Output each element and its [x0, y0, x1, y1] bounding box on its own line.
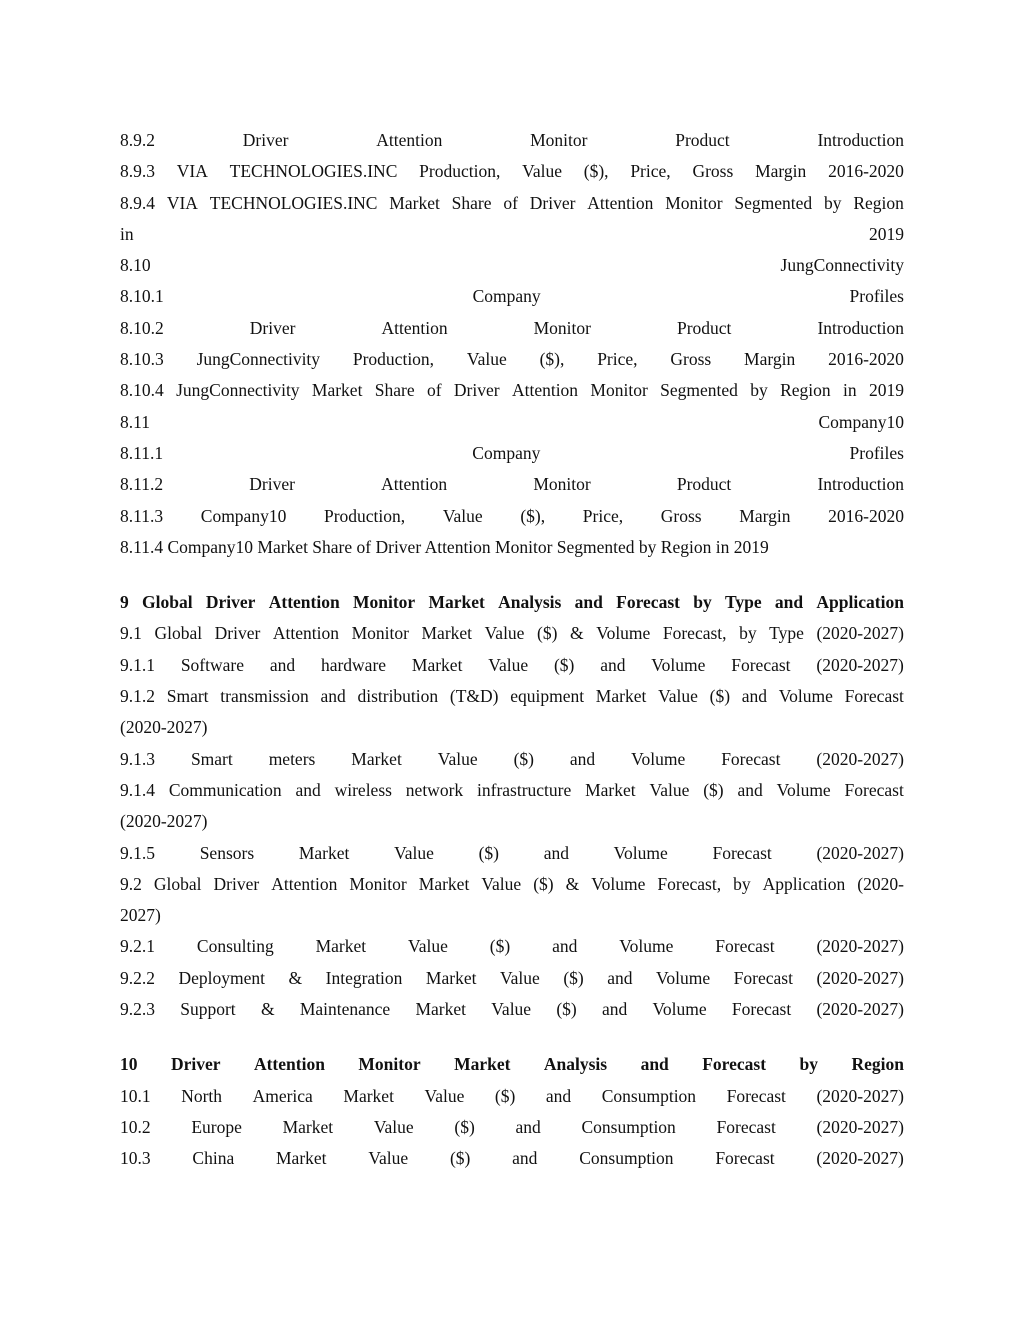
word: Product	[676, 474, 732, 495]
word: 9.1.1	[120, 654, 155, 675]
word: and	[552, 936, 578, 957]
word: 2019	[869, 223, 904, 244]
word: and	[737, 779, 763, 800]
word: hardware	[320, 654, 387, 675]
word: 8.10.2	[120, 317, 164, 338]
word: Profiles	[849, 286, 904, 307]
word: 8.9.3	[120, 161, 155, 182]
word: Monitor	[665, 192, 723, 213]
word: Attention	[511, 380, 579, 401]
word: Forecast,	[662, 623, 727, 644]
word: Application	[816, 592, 904, 613]
word: ($)	[533, 873, 554, 894]
word: 2016-2020	[828, 349, 904, 370]
word: and	[569, 748, 596, 769]
toc-entry-8-11-4: 8.11.4 Company10 Market Share of Driver Attention Monitor Segmented by Region in 2019	[120, 536, 769, 557]
word: Production,	[352, 349, 435, 370]
word: 10.3	[120, 1148, 151, 1169]
word: Monitor	[351, 623, 409, 644]
word: and	[320, 686, 346, 707]
word: Gross	[692, 161, 734, 182]
word: Software	[180, 654, 245, 675]
word: Value	[499, 967, 540, 988]
word: Segmented	[660, 380, 738, 401]
word: Gross	[660, 505, 702, 526]
toc-entry-9-1-2	[120, 681, 904, 712]
toc-entry-8-11-1	[120, 438, 904, 469]
toc-entry-8-11	[120, 407, 904, 438]
word: (2020-2027)	[816, 999, 904, 1020]
word: Attention	[272, 623, 339, 644]
word: and	[602, 999, 628, 1020]
word: Company10	[200, 505, 287, 526]
word: Value	[424, 1085, 465, 1106]
word: ($)	[454, 1116, 475, 1137]
toc-entry-9-2	[120, 869, 904, 900]
word: Volume	[652, 999, 707, 1020]
word: in	[842, 380, 857, 401]
word: Driver	[242, 130, 289, 150]
word: Volume	[776, 779, 831, 800]
word: JungConnectivity	[196, 349, 321, 370]
word: Type	[725, 592, 762, 613]
word: &	[260, 999, 275, 1020]
word: and	[607, 967, 633, 988]
word: Gross	[670, 349, 712, 370]
word: by	[733, 873, 751, 894]
word: Driver	[529, 192, 576, 213]
word: by	[739, 623, 757, 644]
word: Forecast	[726, 1085, 786, 1106]
word: 9.1.4	[120, 779, 155, 800]
word: and	[545, 1085, 572, 1106]
word: Market	[315, 936, 367, 957]
word: Value	[408, 936, 448, 957]
word: Volume	[651, 654, 706, 675]
word: 9.1.2	[120, 686, 155, 707]
word: (2020-2027)	[816, 1085, 904, 1106]
toc-entry-9-1-1	[120, 650, 904, 681]
word: Driver	[214, 623, 261, 644]
toc-entry-8-9-2	[120, 125, 904, 156]
word: Introduction	[817, 130, 904, 150]
word: and	[512, 1148, 538, 1169]
word: (2020-	[857, 873, 904, 894]
word: Production,	[323, 505, 406, 526]
word: Attention	[381, 317, 448, 338]
word: Market	[421, 623, 473, 644]
word: Value	[491, 999, 532, 1020]
word: VIA	[176, 161, 208, 182]
word: Consulting	[196, 936, 274, 957]
word: Value	[466, 349, 507, 370]
word: Sensors	[199, 842, 255, 863]
toc-entry-8-10-4	[120, 375, 904, 406]
word: Market	[418, 873, 470, 894]
word: Forecast	[844, 686, 904, 707]
word: Forecast	[712, 842, 772, 863]
word: 8.11.3	[120, 505, 164, 526]
word: Market	[428, 592, 485, 613]
word: and	[269, 654, 296, 675]
toc-entry-8-10	[120, 250, 904, 281]
word: Consumption	[581, 1116, 676, 1137]
word: Forecast	[721, 748, 781, 769]
word: ($)	[478, 842, 500, 863]
word: Forecast	[715, 936, 775, 957]
word: Segmented	[734, 192, 813, 213]
word: Driver	[453, 380, 500, 401]
word: Margin	[739, 505, 791, 526]
word: 2019	[868, 380, 904, 401]
word: 9.2.2	[120, 967, 155, 988]
word: Value	[522, 161, 562, 182]
word: and	[574, 592, 603, 613]
word: Volume	[631, 748, 686, 769]
word: (2020-2027)	[816, 748, 904, 769]
word: of	[427, 380, 442, 401]
word: Forecast	[616, 592, 680, 613]
word: Value	[649, 779, 690, 800]
toc-entry-9-1-2-cont: (2020-2027)	[120, 717, 208, 738]
word: 8.11.1	[120, 442, 164, 463]
toc-entry-9-1-5	[120, 838, 904, 869]
word: 8.9.4	[120, 192, 155, 213]
word: network	[405, 779, 464, 800]
word: Deployment	[178, 967, 266, 988]
word: Volume	[778, 686, 833, 707]
word: &	[570, 623, 584, 644]
word: Forecast	[733, 967, 793, 988]
document-page	[120, 125, 904, 1175]
word: Product	[675, 130, 730, 150]
word: 2016-2020	[828, 505, 904, 526]
word: ($)	[489, 936, 511, 957]
word: Price,	[630, 161, 671, 182]
word: ($),	[539, 349, 565, 370]
word: equipment	[510, 686, 585, 707]
word: Monitor	[590, 380, 648, 401]
word: Global	[142, 592, 193, 613]
word: Value	[484, 623, 525, 644]
word: Market	[585, 779, 636, 800]
word: Market	[415, 999, 466, 1020]
word: Market	[276, 1148, 327, 1169]
word: (2020-2027)	[816, 967, 904, 988]
word: 9.1.5	[120, 842, 155, 863]
word: and	[295, 779, 321, 800]
toc-entry-8-9-3	[120, 156, 904, 187]
word: by	[750, 380, 768, 401]
word: &	[288, 967, 303, 988]
toc-entry-9-2-1	[120, 931, 904, 962]
word: Analysis	[498, 592, 562, 613]
word: Market	[425, 967, 477, 988]
word: TECHNOLOGIES.INC	[209, 192, 378, 213]
toc-entry-8-10-1	[120, 281, 904, 312]
toc-entry-9-2-3	[120, 994, 904, 1025]
toc-entry-10-1	[120, 1081, 904, 1112]
word: 8.10.3	[120, 349, 164, 370]
word: Consumption	[601, 1085, 697, 1106]
word: Smart	[166, 686, 209, 707]
word: Price,	[597, 349, 638, 370]
word: Market	[282, 1116, 334, 1137]
word: Production,	[419, 161, 501, 182]
word: Driver	[213, 873, 260, 894]
word: Forecast	[715, 1148, 775, 1169]
word: ($)	[709, 686, 731, 707]
word: Forecast	[731, 654, 791, 675]
word: Monitor	[533, 474, 591, 495]
word: ($)	[449, 1148, 471, 1169]
word: and	[543, 842, 569, 863]
word: Forecast	[731, 999, 792, 1020]
word: Introduction	[817, 317, 904, 338]
word: 9.2.3	[120, 999, 155, 1020]
word: Market	[389, 192, 440, 213]
word: Consumption	[579, 1148, 674, 1169]
word: infrastructure	[477, 779, 572, 800]
word: North	[181, 1085, 223, 1106]
word: Monitor	[533, 317, 591, 338]
word: Market	[311, 380, 363, 401]
word: Attention	[268, 592, 340, 613]
word: and	[640, 1054, 669, 1075]
toc-entry-9-2-cont: 2027)	[120, 905, 161, 926]
toc-entry-10-3	[120, 1143, 904, 1174]
word: Maintenance	[299, 999, 391, 1020]
word: Global	[153, 873, 202, 894]
word: (2020-2027)	[816, 936, 904, 957]
word: America	[252, 1085, 313, 1106]
word: by	[693, 592, 712, 613]
word: Attention	[376, 130, 443, 150]
word: Smart	[190, 748, 233, 769]
toc-entry-9-1-4-cont: (2020-2027)	[120, 811, 208, 832]
word: 8.9.2	[120, 130, 155, 150]
word: and	[741, 686, 768, 707]
word: Driver	[205, 592, 256, 613]
word: ($)	[556, 999, 577, 1020]
word: Value	[481, 873, 522, 894]
word: 8.11	[120, 411, 150, 432]
word: Volume	[656, 967, 711, 988]
word: &	[565, 873, 580, 894]
word: 10.1	[120, 1085, 151, 1106]
word: Forecast	[844, 779, 904, 800]
toc-entry-9-2-2	[120, 963, 904, 994]
toc-entry-8-9-4	[120, 188, 904, 219]
word: Volume	[591, 873, 646, 894]
word: Value	[394, 842, 434, 863]
word: VIA	[166, 192, 198, 213]
word: and	[774, 592, 804, 613]
word: Forecast,	[657, 873, 722, 894]
word: wireless	[334, 779, 392, 800]
word: 8.10	[120, 255, 151, 276]
word: 2016-2020	[828, 161, 904, 182]
word: ($)	[553, 654, 575, 675]
word: Margin	[744, 349, 796, 370]
section-heading-10	[120, 1049, 904, 1080]
word: Forecast	[702, 1054, 767, 1075]
word: Market	[595, 686, 647, 707]
word: Value	[442, 505, 483, 526]
toc-entry-9-1-4	[120, 775, 904, 806]
word: Region	[851, 1054, 904, 1075]
toc-entry-8-11-2	[120, 469, 904, 500]
word: Monitor	[530, 130, 588, 150]
word: 9.1.3	[120, 748, 155, 769]
word: Monitor	[358, 1054, 421, 1075]
word: Integration	[325, 967, 403, 988]
word: Value	[368, 1148, 409, 1169]
word: Region	[780, 380, 831, 401]
word: Value	[373, 1116, 414, 1137]
word: (2020-2027)	[816, 654, 904, 675]
word: Driver	[249, 474, 295, 495]
word: Region	[853, 192, 904, 213]
section-spacer	[120, 563, 904, 587]
word: Market	[454, 1054, 511, 1075]
word: Market	[343, 1085, 394, 1106]
word: transmission	[220, 686, 309, 707]
word: 8.11.2	[120, 474, 164, 495]
toc-entry-8-10-3	[120, 344, 904, 375]
word: Value	[488, 654, 529, 675]
word: and	[600, 654, 626, 675]
word: ($)	[513, 748, 534, 769]
word: Attention	[271, 873, 338, 894]
word: (2020-2027)	[816, 1148, 904, 1169]
word: Communication	[168, 779, 282, 800]
word: (T&D)	[449, 686, 499, 707]
word: 8.10.4	[120, 380, 164, 401]
word: Monitor	[349, 873, 407, 894]
word: Driver	[170, 1054, 221, 1075]
word: in	[120, 223, 134, 244]
toc-entry-9-1	[120, 618, 904, 649]
word: 9.2.1	[120, 936, 155, 957]
word: meters	[268, 748, 316, 769]
word: 9.2	[120, 873, 142, 894]
word: (2020-2027)	[816, 842, 904, 863]
word: Forecast	[716, 1116, 776, 1137]
word: Volume	[596, 623, 651, 644]
word: ($)	[494, 1085, 516, 1106]
word: Type	[769, 623, 804, 644]
toc-entry-9-1-3	[120, 744, 904, 775]
word: (2020-2027)	[816, 623, 904, 644]
word: Margin	[755, 161, 807, 182]
word: Driver	[249, 317, 296, 338]
word: distribution	[357, 686, 439, 707]
toc-entry-8-10-2	[120, 313, 904, 344]
word: (2020-2027)	[816, 1116, 904, 1137]
word: Value	[658, 686, 698, 707]
word: Share	[374, 380, 415, 401]
word: Market	[351, 748, 402, 769]
word: Price,	[582, 505, 624, 526]
word: 10.2	[120, 1116, 151, 1137]
word: Attention	[381, 474, 448, 495]
word: Volume	[613, 842, 668, 863]
word: ($)	[563, 967, 584, 988]
word: Attention	[253, 1054, 325, 1075]
word: JungConnectivity	[176, 380, 300, 401]
word: ($)	[537, 623, 558, 644]
word: Product	[676, 317, 732, 338]
word: Company10	[818, 411, 904, 432]
word: ($)	[703, 779, 724, 800]
toc-entry-8-9-4-cont	[120, 219, 904, 250]
word: by	[824, 192, 842, 213]
word: by	[799, 1054, 818, 1075]
word: Share	[451, 192, 492, 213]
word: 9.1	[120, 623, 142, 644]
word: Global	[154, 623, 203, 644]
word: Monitor	[352, 592, 416, 613]
word: Support	[180, 999, 236, 1020]
word: 9	[120, 592, 129, 613]
word: Attention	[587, 192, 654, 213]
section-heading-9	[120, 587, 904, 618]
word: ($),	[583, 161, 609, 182]
word: Company	[472, 286, 541, 307]
word: of	[503, 192, 518, 213]
word: Value	[437, 748, 478, 769]
word: Profiles	[849, 442, 904, 463]
toc-entry-10-2	[120, 1112, 904, 1143]
word: Analysis	[543, 1054, 608, 1075]
word: Company	[472, 442, 541, 463]
word: 10	[120, 1054, 138, 1075]
word: Introduction	[817, 474, 904, 495]
word: China	[192, 1148, 235, 1169]
word: Market	[411, 654, 463, 675]
section-spacer	[120, 1025, 904, 1049]
word: Market	[298, 842, 350, 863]
word: and	[515, 1116, 541, 1137]
word: Volume	[619, 936, 674, 957]
word: Application	[762, 873, 846, 894]
word: 8.10.1	[120, 286, 164, 307]
toc-entry-8-11-3	[120, 501, 904, 532]
word: Europe	[191, 1116, 242, 1137]
word: ($),	[520, 505, 546, 526]
word: TECHNOLOGIES.INC	[229, 161, 398, 182]
word: JungConnectivity	[780, 255, 904, 276]
